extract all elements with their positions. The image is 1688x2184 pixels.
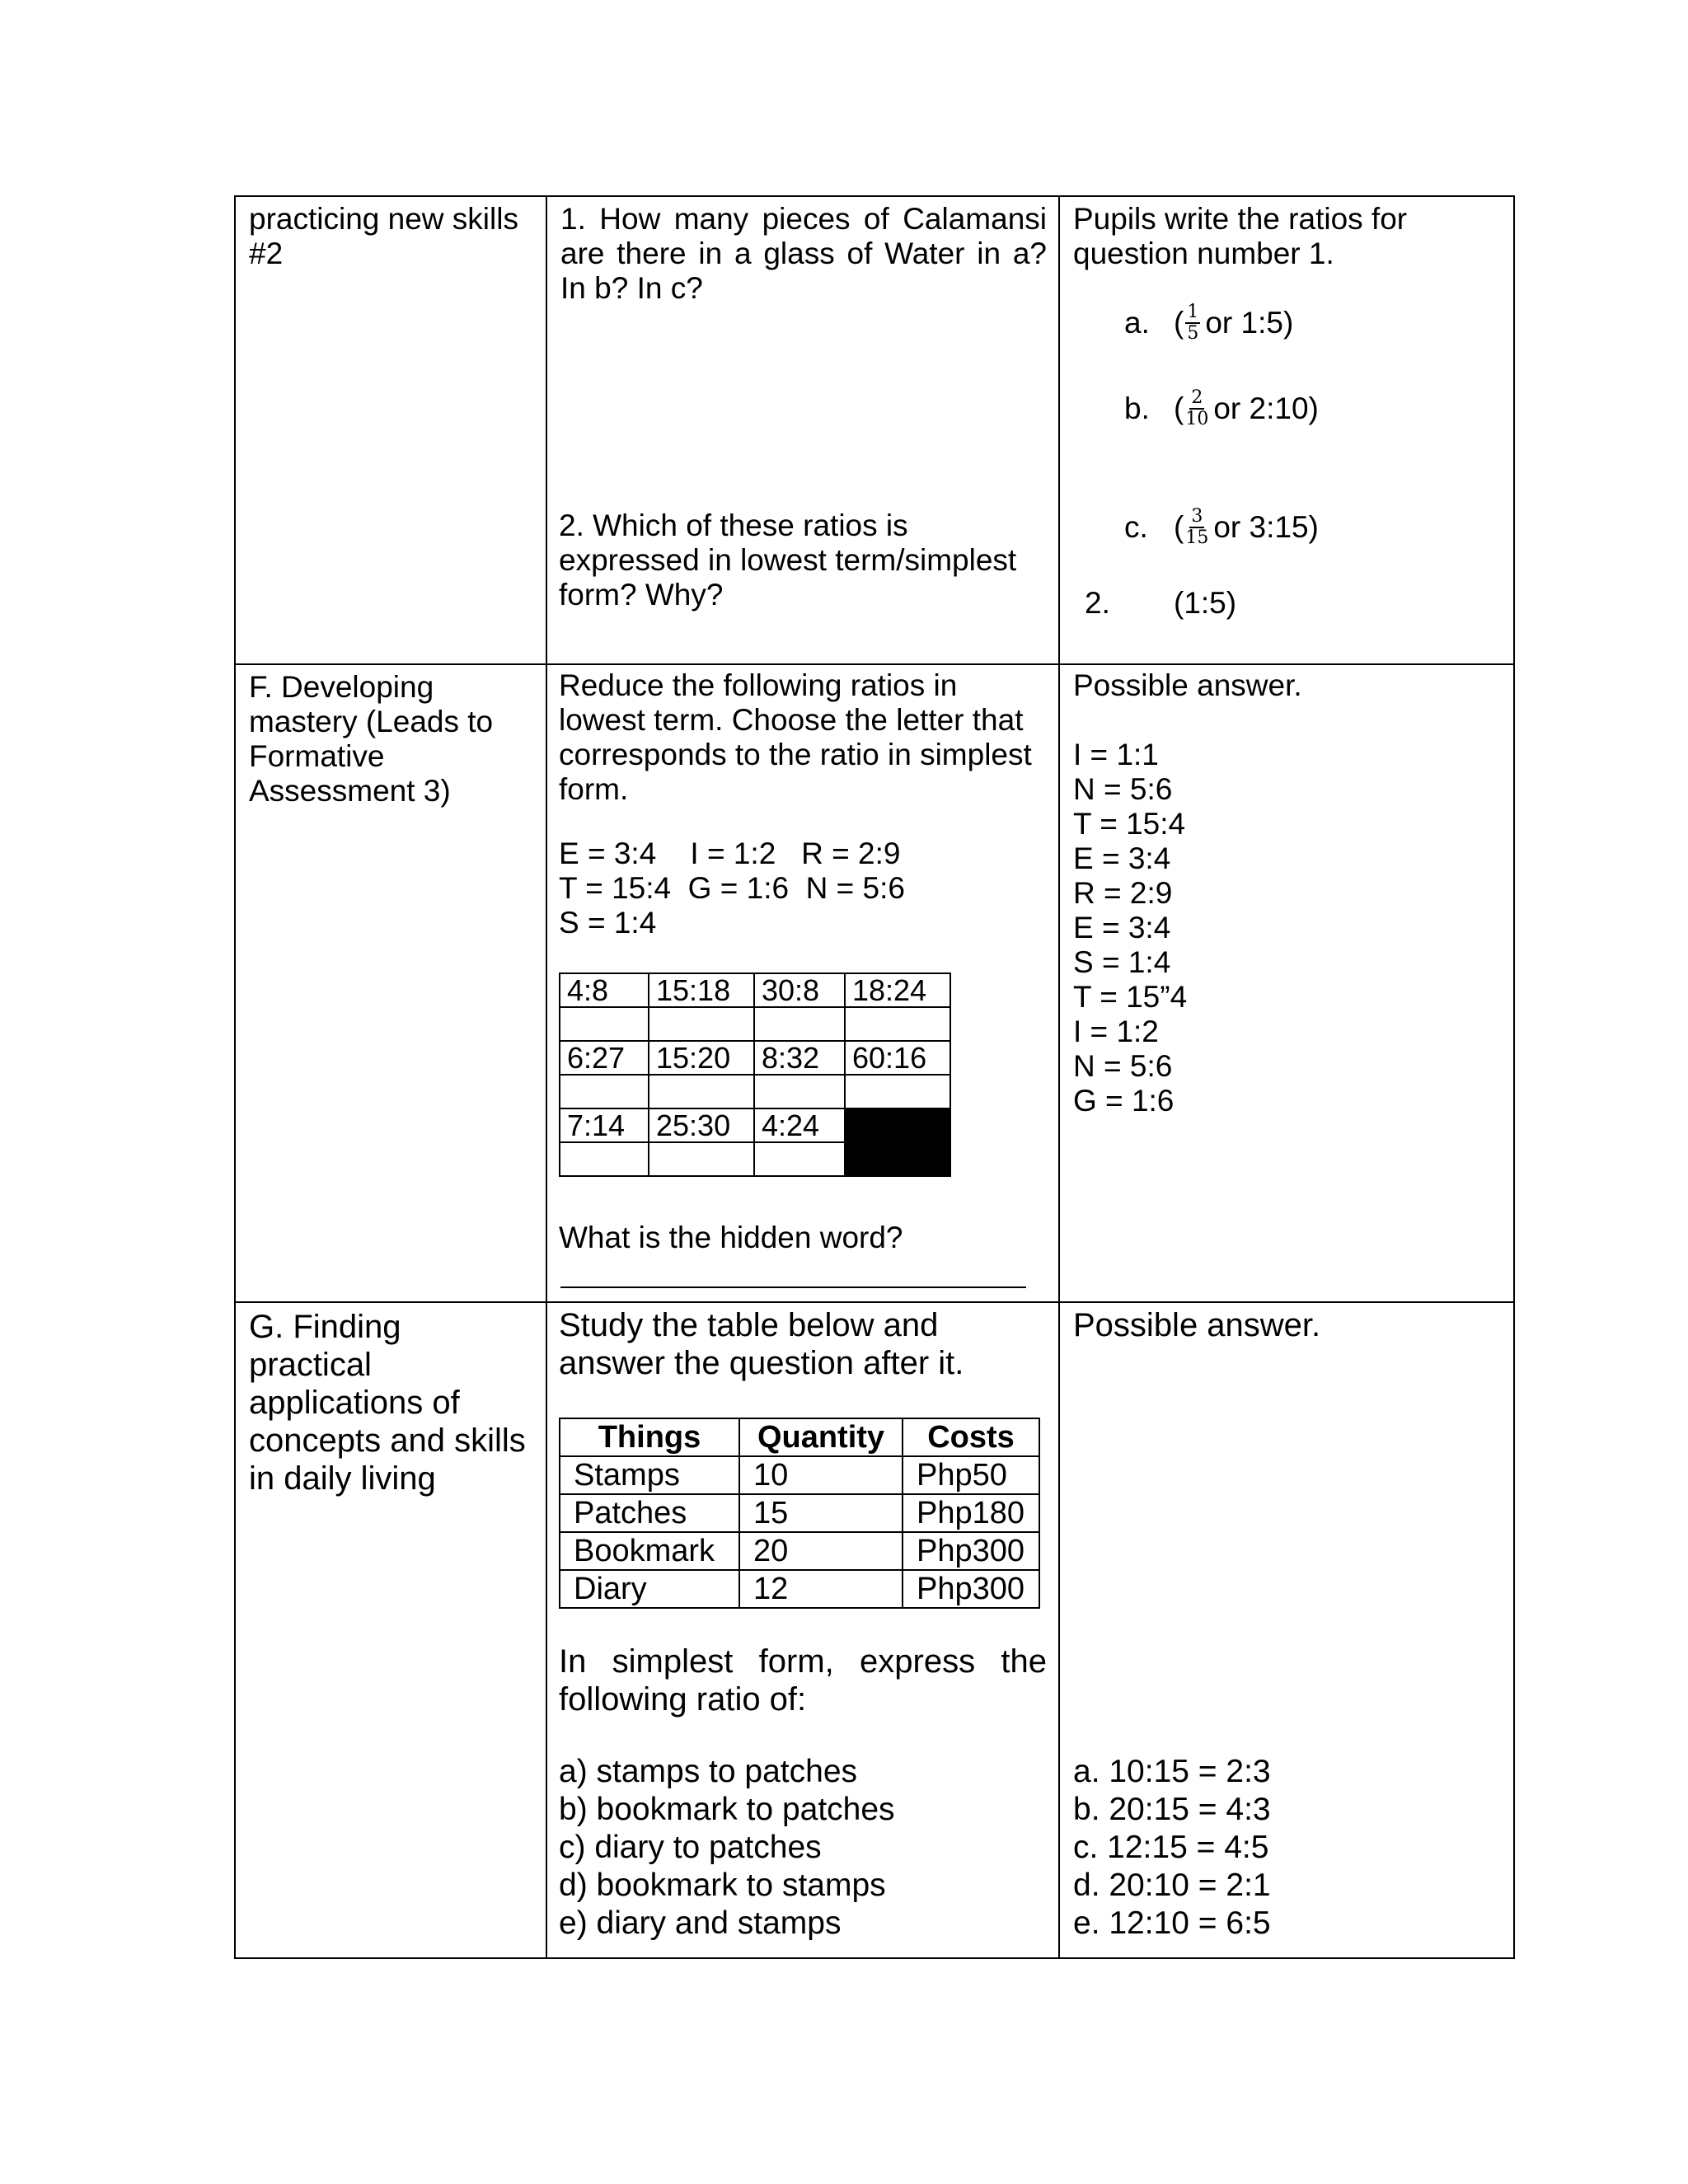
- answer-box[interactable]: [560, 1075, 649, 1108]
- instruction: Reduce the following ratios in lowest term. Choose the letter that corresponds to the ratio in simplest form.: [559, 668, 1032, 806]
- answer-box[interactable]: [560, 1007, 649, 1041]
- ratio-grid: 4:8 15:18 30:8 18:24 6:27 15:20 8:32 60:16 7:14 25:30 4:24: [559, 972, 951, 1177]
- answer-box[interactable]: [649, 1142, 754, 1176]
- answer-list: a. 10:15 = 2:3 b. 20:15 = 4:3 c. 12:15 = 4:5 d. 20:10 = 2:1 e. 12:10 = 6:5: [1073, 1754, 1271, 1941]
- answer-box[interactable]: [845, 1007, 950, 1041]
- fraction: $\frac{1}{5}$: [1187, 302, 1199, 344]
- ratio-items: a) stamps to patches b) bookmark to patches c) diary to patches d) bookmark to stamps e) diary and stamps: [559, 1754, 895, 1941]
- activity-cell: [547, 1303, 1058, 1947]
- answer-c: c. ( $\frac{3}{15}$ or 3:15): [1124, 506, 1319, 548]
- answer-box[interactable]: [845, 1075, 950, 1108]
- answer-2-label: 2.: [1085, 586, 1110, 620]
- hidden-word-question: What is the hidden word?: [559, 1221, 903, 1254]
- question-1: 1. How many pieces of Calamansi are there in a glass of Water in a? In b? In c?: [560, 202, 1047, 305]
- stage-label: practicing new skills #2: [249, 202, 518, 270]
- answer-intro: Pupils write the ratios for question number 1.: [1073, 202, 1408, 270]
- blacked-out-cell: [845, 1108, 950, 1176]
- answer-a: a. ( $\frac{1}{5}$ or 1:5): [1124, 302, 1294, 344]
- table-row: Stamps 10 Php50: [560, 1456, 1039, 1494]
- fraction: $\frac{2}{10}$: [1185, 387, 1209, 429]
- activity-cell: [547, 665, 1058, 1291]
- answer-box[interactable]: [754, 1142, 845, 1176]
- table-row: Bookmark 20 Php300: [560, 1532, 1039, 1570]
- answer-list: I = 1:1 N = 5:6 T = 15:4 E = 3:4 R = 2:9 E = 3:4 S = 1:4 T = 15”4 I = 1:2 N = 5:6 G = 1:6: [1073, 738, 1188, 1118]
- table-row: Diary 12 Php300: [560, 1570, 1039, 1608]
- answer-box[interactable]: [649, 1075, 754, 1108]
- table-row: Patches 15 Php180: [560, 1494, 1039, 1532]
- answer-cell: [1060, 1303, 1513, 1947]
- stage-cell: [236, 1303, 546, 1957]
- answer-box[interactable]: [649, 1007, 754, 1041]
- things-table: Things Quantity Costs Stamps 10 Php50 Patches 15 Php180 Bookmark 20 Php300 Diary 12 Php300: [559, 1418, 1040, 1609]
- stage-label: F. Developing mastery (Leads to Formative Assessment 3): [249, 670, 494, 808]
- lesson-plan-table: [234, 195, 1515, 1959]
- answer-box[interactable]: [754, 1007, 845, 1041]
- row-practicing-skills: [235, 196, 1514, 664]
- answer-cell: [1060, 665, 1513, 1291]
- answer-box[interactable]: [754, 1075, 845, 1108]
- row-developing-mastery: [235, 664, 1514, 1302]
- instruction: Study the table below and answer the question after it.: [559, 1307, 964, 1381]
- answer-title: Possible answer.: [1073, 668, 1302, 702]
- prompt: In simplest form, express the following ratio of:: [559, 1643, 1047, 1718]
- letter-key: E = 3:4 I = 1:2 R = 2:9 T = 15:4 G = 1:6 N = 5:6 S = 1:4: [559, 837, 905, 940]
- answer-cell: [1060, 197, 1513, 654]
- answer-b: b. ( $\frac{2}{10}$ or 2:10): [1124, 387, 1319, 429]
- answer-box[interactable]: [560, 1142, 649, 1176]
- answer-2-value: (1:5): [1174, 586, 1237, 620]
- fraction: $\frac{3}{15}$: [1185, 506, 1209, 548]
- stage-label: G. Finding practical applications of concepts and skills in daily living: [249, 1309, 526, 1497]
- stage-cell: [236, 665, 546, 1301]
- question-2: 2. Which of these ratios is expressed in lowest term/simplest form? Why?: [559, 509, 1017, 612]
- answer-title: Possible answer.: [1073, 1307, 1321, 1343]
- stage-cell: [236, 197, 546, 663]
- row-practical-applications: [235, 1302, 1514, 1958]
- answer-line[interactable]: [560, 1286, 1026, 1288]
- activity-cell: [547, 197, 1058, 654]
